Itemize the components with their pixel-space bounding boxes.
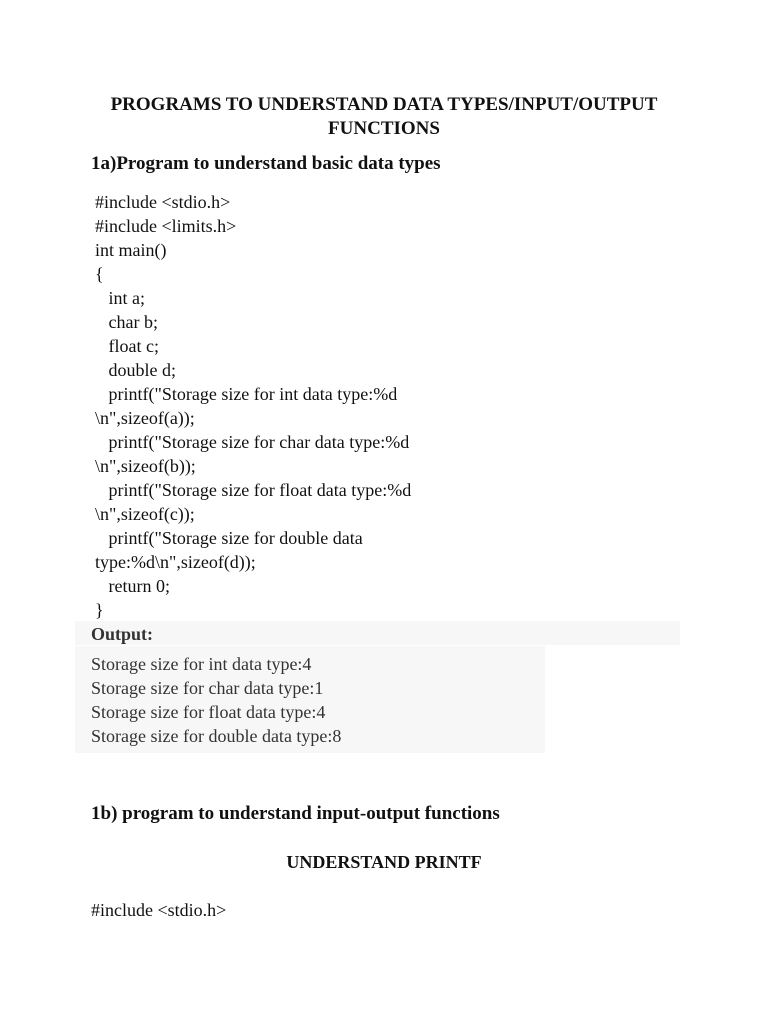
section-1a-heading: 1a)Program to understand basic data types <box>91 153 441 174</box>
printf-subheading: UNDERSTAND PRINTF <box>286 852 482 872</box>
code-line: \n",sizeof(b)); <box>95 456 196 476</box>
include-line: #include <stdio.h> <box>91 900 227 920</box>
code-line: \n",sizeof(a)); <box>95 408 195 428</box>
document-title: PROGRAMS TO UNDERSTAND DATA TYPES/INPUT/OUTPUT FUNCTIONS <box>110 94 658 139</box>
code-line: int main() <box>95 240 167 260</box>
output-line: Storage size for int data type:4 <box>91 654 312 674</box>
code-line: #include <stdio.h> <box>95 192 231 212</box>
code-line: return 0; <box>95 576 170 596</box>
output-label: Output: <box>91 624 154 644</box>
output-lines <box>91 652 341 748</box>
code-line: float c; <box>95 336 159 356</box>
code-line: printf("Storage size for char data type:%d <box>95 432 410 452</box>
code-block-1a <box>95 190 515 622</box>
code-line: } <box>95 600 104 620</box>
output-line: Storage size for float data type:4 <box>91 702 326 722</box>
code-line: printf("Storage size for float data type:%d <box>95 480 412 500</box>
output-line: Storage size for double data type:8 <box>91 726 342 746</box>
code-line: double d; <box>95 360 176 380</box>
code-line: printf("Storage size for int data type:%d <box>95 384 398 404</box>
code-line: { <box>95 264 104 284</box>
section-1b-heading: 1b) program to understand input-output functions <box>91 803 500 824</box>
output-line: Storage size for char data type:1 <box>91 678 324 698</box>
output-label-background <box>75 621 680 645</box>
code-line: char b; <box>95 312 158 332</box>
code-line: int a; <box>95 288 145 308</box>
code-line: type:%d\n",sizeof(d)); <box>95 552 256 572</box>
code-line: #include <limits.h> <box>95 216 237 236</box>
code-line: \n",sizeof(c)); <box>95 504 195 524</box>
code-line: printf("Storage size for double data <box>95 528 363 548</box>
